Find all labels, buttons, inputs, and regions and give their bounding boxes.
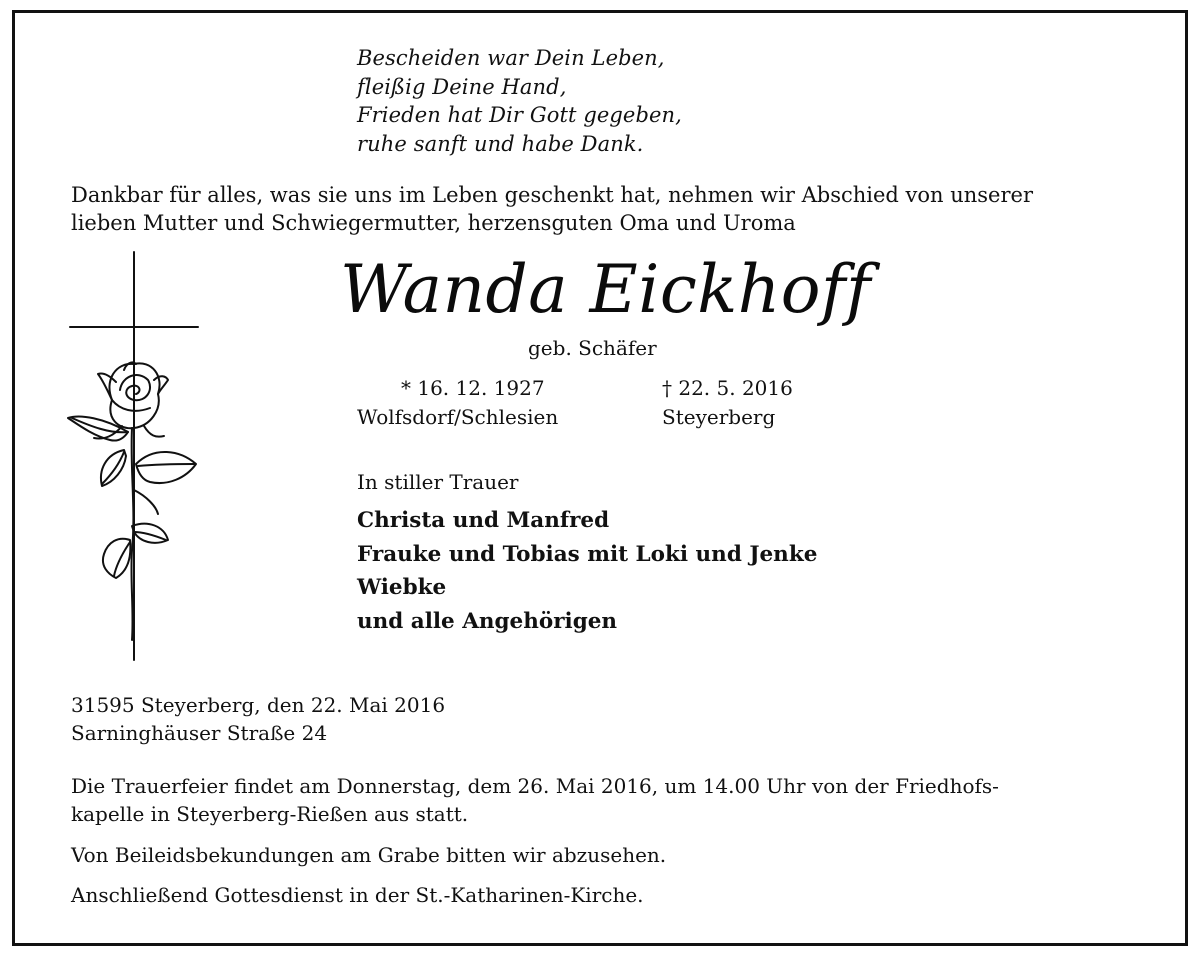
service-line: Die Trauerfeier findet am Donnerstag, dem 26. Mai 2016, um 14.00 Uhr von der Friedhofs- — [71, 774, 999, 798]
death-date: † 22. 5. 2016 — [662, 376, 793, 400]
funeral-service-text — [71, 772, 999, 828]
birth-info — [357, 374, 558, 432]
poem-line: Bescheiden war Dein Leben, — [357, 46, 665, 70]
death-place: Steyerberg — [662, 405, 776, 429]
mourner-line: und alle Angehörigen — [357, 608, 618, 634]
address-line: 31595 Steyerberg, den 22. Mai 2016 — [71, 693, 446, 717]
mourners-list — [357, 504, 817, 638]
condolences-note: Von Beileidsbekundungen am Grabe bitten wir abzusehen. — [71, 843, 667, 867]
church-service-note: Anschließend Gottesdienst in der St.-Katharinen-Kirche. — [71, 883, 644, 907]
intro-text — [71, 182, 1136, 237]
birth-date: * 16. 12. 1927 — [401, 376, 545, 400]
maiden-name: geb. Schäfer — [528, 336, 657, 360]
poem-line: Frieden hat Dir Gott gegeben, — [357, 103, 682, 127]
intro-line: lieben Mutter und Schwiegermutter, herzensguten Oma und Uroma — [71, 210, 796, 235]
death-info — [662, 374, 793, 432]
address-line: Sarninghäuser Straße 24 — [71, 720, 328, 745]
poem-line: ruhe sanft und habe Dank. — [357, 131, 644, 156]
mourner-line: Frauke und Tobias mit Loki und Jenke — [357, 541, 818, 567]
cross-with-rose-icon — [64, 250, 204, 665]
mourning-label: In stiller Trauer — [357, 470, 519, 494]
birth-place: Wolfsdorf/Schlesien — [357, 405, 559, 429]
address-block — [71, 692, 445, 747]
intro-line: Dankbar für alles, was sie uns im Leben geschenkt hat, nehmen wir Abschied von unserer — [71, 183, 1033, 207]
deceased-name: Wanda Eickhoff — [340, 251, 871, 328]
mourner-line: Christa und Manfred — [357, 508, 610, 533]
poem-line: fleißig Deine Hand, — [357, 74, 567, 99]
poem — [357, 44, 682, 158]
mourner-line: Wiebke — [357, 575, 447, 600]
service-line: kapelle in Steyerberg-Rießen aus statt. — [71, 802, 469, 826]
